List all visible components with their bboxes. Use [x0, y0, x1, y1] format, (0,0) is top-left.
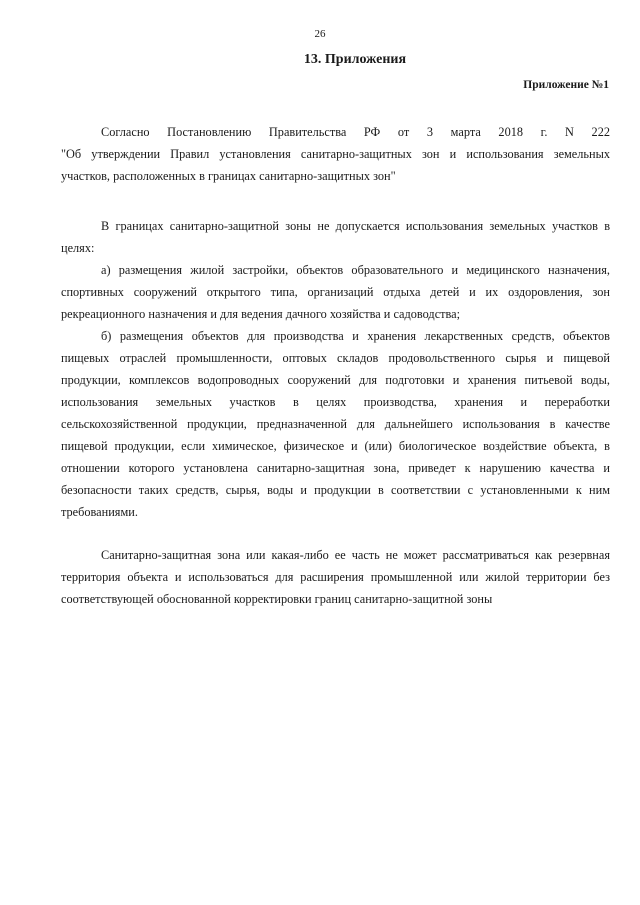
- restrictions-line: б) размещения объектов для производства и хранения лекарственных средств, объектов: [101, 329, 610, 343]
- reserve-note-line: Санитарно-защитная зона или какая-либо ее часть не может рассматриваться как резервная: [101, 548, 610, 562]
- restrictions-line: целях:: [61, 241, 95, 255]
- reserve-note-line: соответствующей обоснованной корректировки границ санитарно-защитной зоны: [61, 592, 493, 606]
- restrictions-line: спортивных сооружений открытого типа, организаций отдыха детей и их оздоровления, зон: [61, 285, 610, 299]
- reserve-note-line: территория объекта и использоваться для расширения промышленной или жилой территории без: [61, 570, 610, 584]
- reserve-note-paragraph: [61, 544, 610, 610]
- restrictions-line: отношении которого установлена санитарно-защитная зона, приведет к нарушению качества и: [61, 461, 610, 475]
- restrictions-line: сельскохозяйственной продукции, предназначенной для дальнейшего использования в качестве: [61, 417, 610, 431]
- reference-paragraph: [61, 121, 610, 187]
- restrictions-line: продукции, комплексов водопроводных сооружений для подготовки и хранения питьевой воды,: [61, 373, 610, 387]
- reference-line: участков, расположенных в границах санитарно-защитных зон": [61, 169, 396, 183]
- restrictions-line: рекреационного назначения и для ведения дачного хозяйства и садоводства;: [61, 307, 461, 321]
- restrictions-paragraph: [61, 215, 610, 523]
- restrictions-line: требованиями.: [61, 505, 138, 519]
- restrictions-line: использования земельных участков в целях производства, хранения и переработки: [61, 395, 610, 409]
- restrictions-line: В границах санитарно-защитной зоны не допускается использования земельных участков в: [101, 219, 610, 233]
- appendix-label: Приложение №1: [523, 79, 609, 91]
- restrictions-line: а) размещения жилой застройки, объектов образовательного и медицинского назначения,: [101, 263, 610, 277]
- page-number: 26: [314, 28, 326, 40]
- restrictions-line: безопасности таких средств, сырья, воды и продукции в соответствии с установленными к ним: [61, 483, 610, 497]
- section-title: 13. Приложения: [303, 52, 407, 67]
- reference-line: Согласно Постановлению Правительства РФ от 3 марта 2018 г. N 222: [101, 125, 610, 139]
- restrictions-line: пищевых отраслей промышленности, оптовых складов продовольственного сырья и пищевой: [61, 351, 610, 365]
- restrictions-line: пищевой продукции, если химическое, физическое и (или) биологическое воздействие объекта, в: [61, 439, 610, 453]
- reference-line: "Об утверждении Правил установления санитарно-защитных зон и использования земельных: [61, 147, 610, 161]
